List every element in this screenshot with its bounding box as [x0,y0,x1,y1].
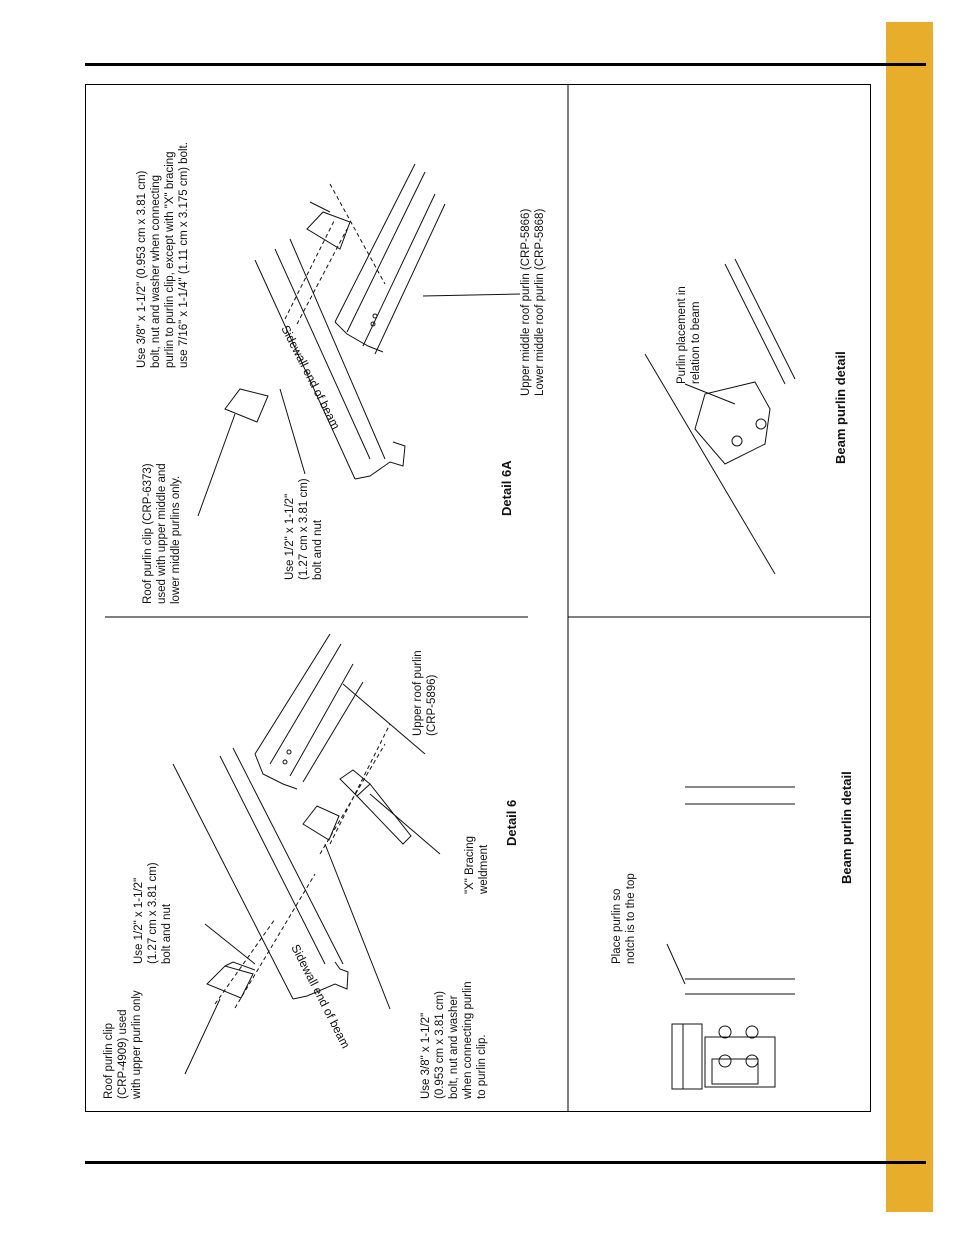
header-rule [85,63,926,66]
svg-text:use 7/16" x 1-1/4" (1.11 cm x: use 7/16" x 1-1/4" (1.11 cm x 3.175 cm) bolt. [178,142,190,368]
svg-text:Roof purlin clip: Roof purlin clip [103,1022,115,1099]
detail6a-middle-purlins-callout [520,209,546,396]
svg-text:(1.27 cm x 3.81 cm): (1.27 cm x 3.81 cm) [298,478,310,580]
detail6a-beam-label: Sidewall end of beam [278,323,343,432]
detail6a-half-bolt-callout [284,478,324,580]
svg-text:lower middle purlins only.: lower middle purlins only. [170,475,182,604]
svg-text:bolt, nut and washer when conn: bolt, nut and washer when connecting [150,174,162,368]
detail6a-three-eighths-bolt-callout [136,142,190,368]
detail6-upper-purlin-callout [412,650,438,736]
detail6-three-eighths-bolt-callout [420,981,488,1100]
svg-text:bolt and nut: bolt and nut [312,519,324,580]
svg-text:relation to beam: relation to beam [690,301,702,384]
svg-text:Use 1/2" x 1-1/2": Use 1/2" x 1-1/2" [133,877,145,964]
svg-text:(1.27 cm x 3.81 cm): (1.27 cm x 3.81 cm) [147,862,159,964]
svg-text:Use 1/2" x 1-1/2": Use 1/2" x 1-1/2" [284,493,296,580]
svg-text:bolt and nut: bolt and nut [161,903,173,964]
svg-text:with upper purlin only: with upper purlin only [131,990,143,1099]
svg-text:Upper middle roof purlin (CRP-: Upper middle roof purlin (CRP-5866) [520,208,532,396]
beam-detail-right-note [676,286,702,384]
detail6-roof-clip-callout [103,990,143,1100]
annotation-layer [85,84,871,1112]
svg-text:Purlin placement in: Purlin placement in [676,286,688,384]
svg-text:purlin to purlin clip, except: purlin to purlin clip, except with "X" bracing [164,151,176,368]
detail6-beam-label: Sidewall end of beam [288,942,353,1051]
section-tab [886,22,933,1212]
svg-text:Use 3/8" x 1-1/2" (0.953 cm x: Use 3/8" x 1-1/2" (0.953 cm x 3.81 cm) [136,170,148,368]
svg-text:used with upper middle and: used with upper middle and [156,463,168,604]
svg-text:Lower middle roof purlin (CRP-: Lower middle roof purlin (CRP-5868) [534,208,546,396]
svg-text:(CRP-5896): (CRP-5896) [426,674,438,736]
svg-text:notch is to the top: notch is to the top [625,873,637,964]
detail6-title: Detail 6 [504,799,519,846]
svg-text:"X" Bracing: "X" Bracing [464,835,476,894]
svg-text:(0.953 cm x 3.81 cm): (0.953 cm x 3.81 cm) [434,990,446,1099]
svg-text:to purlin clip.: to purlin clip. [476,1034,488,1099]
footer-rule [85,1161,926,1164]
svg-text:Roof purlin clip (CRP-6373): Roof purlin clip (CRP-6373) [142,463,154,604]
svg-text:bolt, nut and washer: bolt, nut and washer [448,995,460,1099]
svg-text:(CRP-4909) used: (CRP-4909) used [117,1009,129,1099]
detail6a-roof-clip-callout [142,463,182,604]
svg-text:Place purlin so: Place purlin so [611,888,623,964]
svg-text:weldment: weldment [478,844,490,894]
svg-text:when connecting purlin: when connecting purlin [462,981,474,1099]
detail6-x-bracing-callout [464,836,490,895]
detail6-half-bolt-callout [133,862,173,964]
detail6a-title: Detail 6A [499,460,514,516]
beam-detail-left-note [611,873,637,964]
svg-text:Use 3/8" x 1-1/2": Use 3/8" x 1-1/2" [420,1012,432,1099]
beam-detail-left-title: Beam purlin detail [839,771,854,884]
beam-detail-right-title: Beam purlin detail [833,351,848,464]
svg-text:Upper roof purlin: Upper roof purlin [412,650,424,736]
